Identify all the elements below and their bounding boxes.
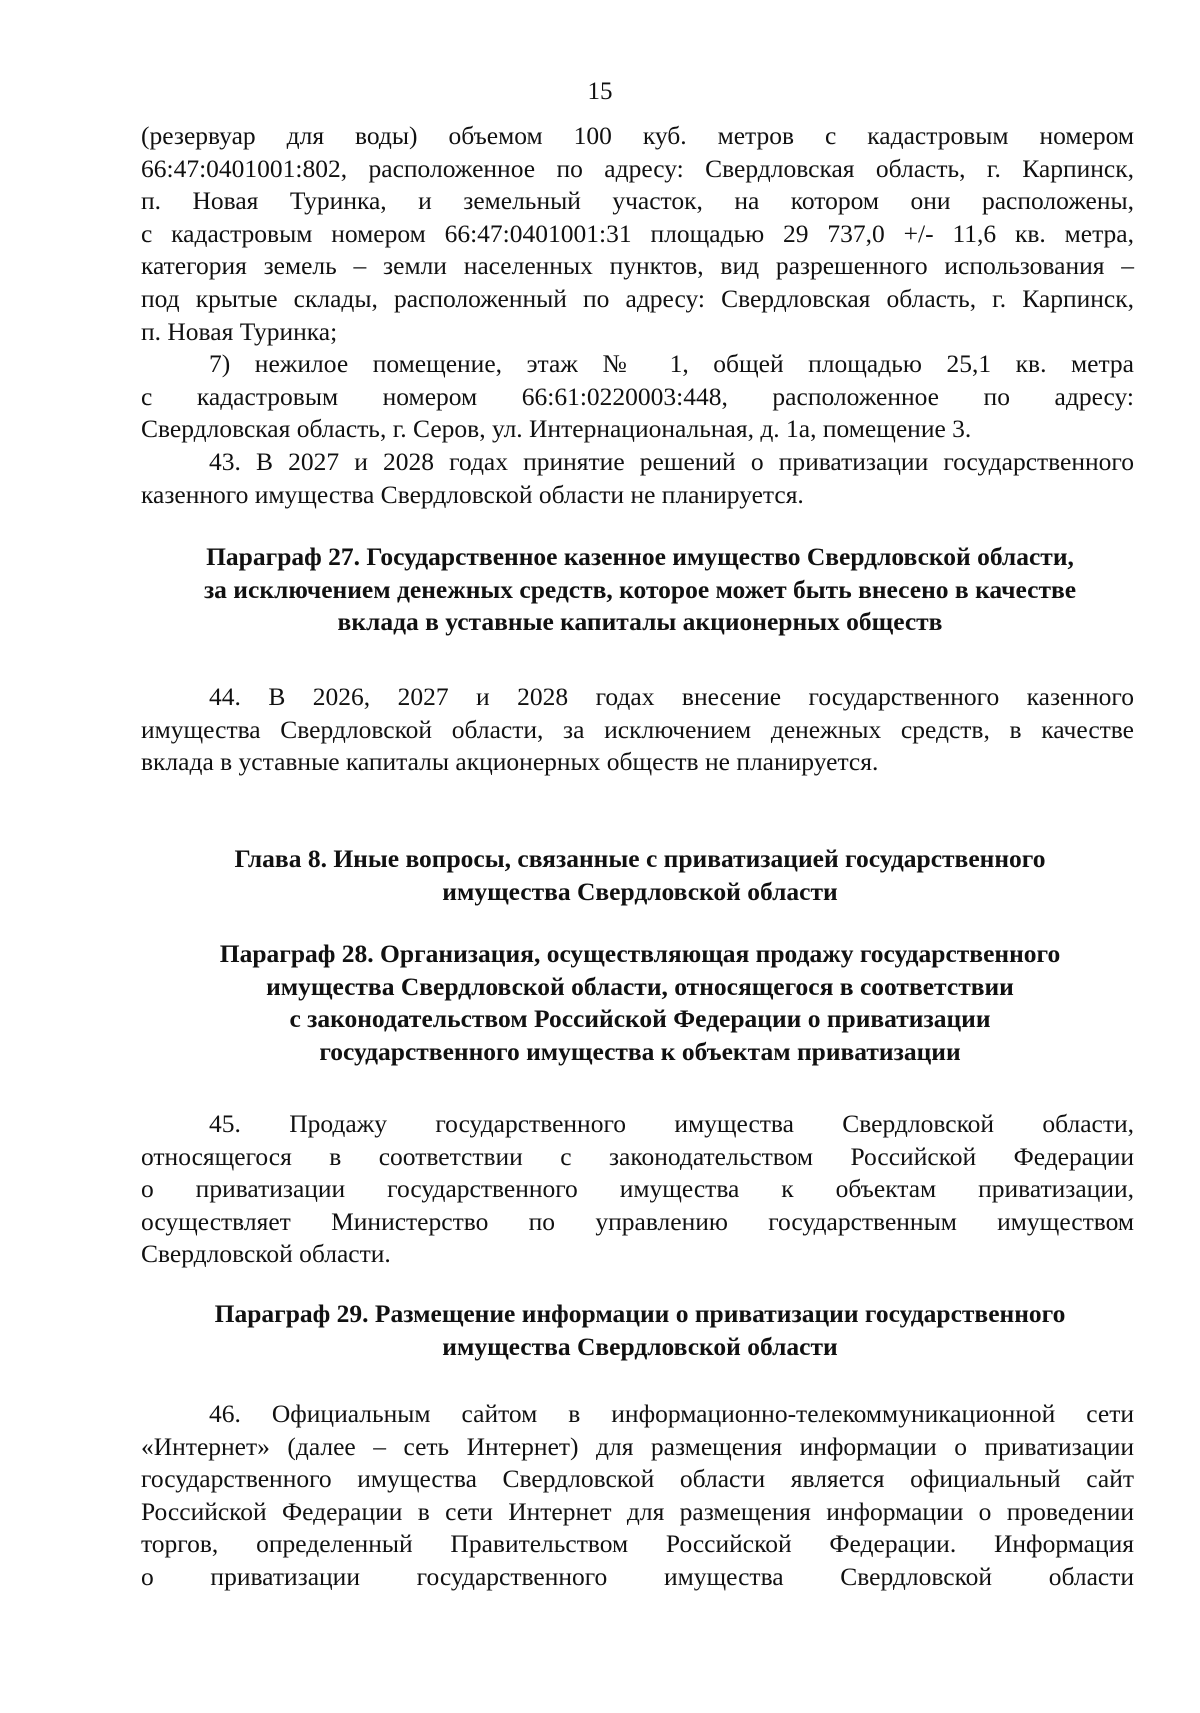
heading-line: имущества Свердловской области [442, 1331, 838, 1361]
text-line: п. Новая Туринка, и земельный участок, на котором они расположены, [141, 186, 1134, 216]
text-line: «Интернет» (далее – сеть Интернет) для размещения информации о приватизации [141, 1431, 1134, 1461]
item-44-start: 44. В 2026, 2027 и 2028 годах внесение государственного казенного [209, 682, 1134, 711]
heading-line: государственного имущества к объектам приватизации [319, 1036, 961, 1066]
text-line: Свердловской области. [141, 1239, 391, 1269]
heading-line: Параграф 27. Государственное казенное имущество Свердловской области, [206, 542, 1074, 571]
text-line: казенного имущества Свердловской области не планируется. [141, 479, 804, 509]
paragraph-block-3 [141, 1108, 1134, 1271]
heading-line: за исключением денежных средств, которое может быть внесено в качестве [203, 574, 1077, 604]
heading-line: имущества Свердловской области, относящегося в соответствии [266, 971, 1014, 1001]
text-line: с кадастровым номером 66:47:0401001:31 площадью 29 737,0 +/- 11,6 кв. метра, [141, 218, 1134, 248]
item-43-start: 43. В 2027 и 2028 годах принятие решений о приватизации государственного [209, 446, 1134, 476]
text-line: (резервуар для воды) объемом 100 куб. метров с кадастровым номером [141, 121, 1134, 150]
chapter-heading-8 [120, 843, 1160, 908]
heading-line: вклада в уставные капиталы акционерных обществ [337, 607, 943, 637]
heading-line: имущества Свердловской области [442, 876, 838, 906]
section-heading-paragraph-28 [120, 938, 1160, 1068]
text-line: имущества Свердловской области, за исключением денежных средств, в качестве [141, 714, 1134, 744]
section-heading-paragraph-27 [120, 541, 1160, 639]
paragraph-block-4 [141, 1398, 1134, 1594]
paragraph-block-1 [141, 120, 1134, 511]
text-line: осуществляет Министерство по управлению государственным имуществом [141, 1206, 1134, 1236]
text-line: относящегося в соответствии с законодательством Российской Федерации [141, 1141, 1134, 1171]
heading-line: с законодательством Российской Федерации о приватизации [289, 1004, 991, 1034]
text-line: с кадастровым номером 66:61:0220003:448, расположенное по адресу: [141, 381, 1134, 411]
page-number: 15 [587, 78, 613, 105]
text-line: государственного имущества Свердловской области является официальный сайт [141, 1464, 1134, 1494]
heading-line: Глава 8. Иные вопросы, связанные с приватизацией государственного [234, 844, 1046, 873]
item-46-start: 46. Официальным сайтом в информационно-телекоммуникационной сети [209, 1399, 1134, 1428]
paragraph-block-2 [141, 681, 1134, 779]
item-45-start: 45. Продажу государственного имущества Свердловской области, [209, 1109, 1134, 1138]
text-line: п. Новая Туринка; [141, 316, 338, 346]
text-line: под крытые склады, расположенный по адресу: Свердловская область, г. Карпинск, [141, 283, 1134, 313]
text-line: Российской Федерации в сети Интернет для размещения информации о проведении [141, 1496, 1134, 1526]
text-line: вклада в уставные капиталы акционерных обществ не планируется. [141, 747, 879, 777]
text-line: торгов, определенный Правительством Российской Федерации. Информация [141, 1529, 1134, 1559]
list-item-7-start: 7) нежилое помещение, этаж № 1, общей площадью 25,1 кв. метра [209, 349, 1134, 379]
text-line: 66:47:0401001:802, расположенное по адресу: Свердловская область, г. Карпинск, [141, 153, 1134, 183]
text-line: категория земель – земли населенных пунктов, вид разрешенного использования – [141, 251, 1134, 281]
text-line: Свердловская область, г. Серов, ул. Интернациональная, д. 1а, помещение 3. [141, 414, 972, 444]
section-heading-paragraph-29 [120, 1298, 1160, 1363]
heading-line: Параграф 28. Организация, осуществляющая продажу государственного [219, 939, 1061, 968]
text-line: о приватизации государственного имущества к объектам приватизации, [141, 1174, 1134, 1204]
text-line: о приватизации государственного имущества Свердловской области [141, 1561, 1134, 1591]
heading-line: Параграф 29. Размещение информации о приватизации государственного [214, 1299, 1066, 1328]
